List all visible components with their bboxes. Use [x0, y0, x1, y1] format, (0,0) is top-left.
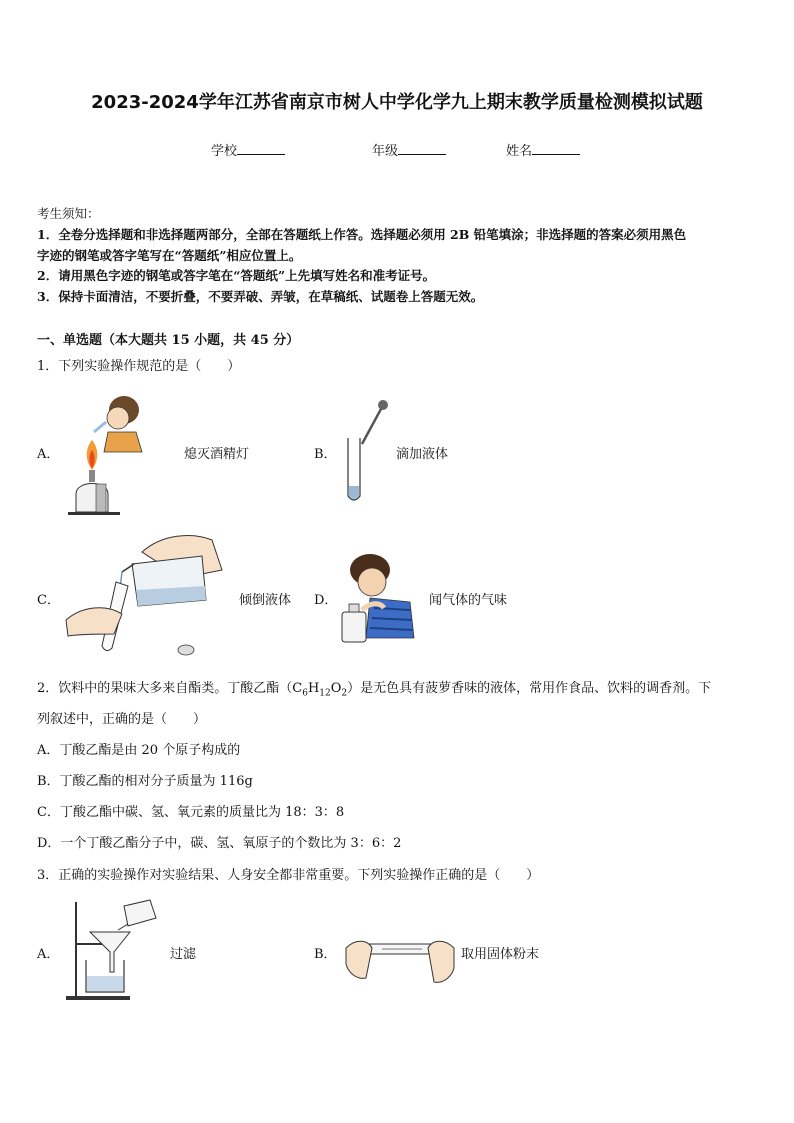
notice-line-3: 2．请用黑色字迹的钢笔或答字笔在“答题纸”上先填写姓名和准考证号。 [37, 268, 436, 283]
q3-b-text: 取用固体粉末 [461, 947, 540, 962]
q2-sub-c: 6 [302, 688, 308, 699]
q2-option-d: D．一个丁酸乙酯分子中，碳、氢、氧原子的个数比为 3：6：2 [37, 836, 402, 851]
q1-d-text: 闻气体的气味 [429, 593, 508, 608]
notice-line-1: 1．全卷分选择题和非选择题两部分，全部在答题纸上作答。选择题必须用 2B 铅笔填涂；非选择题的答案必须用黑色 [37, 227, 687, 242]
q2-option-b: B．丁酸乙酯的相对分子质量为 116g [37, 774, 253, 789]
q2-line-2: 列叙述中，正确的是（ ） [37, 712, 207, 727]
dropper-test-tube-illustration [340, 398, 392, 504]
q2-line-1-post: ）是无色具有菠萝香味的液体，常用作食品、饮料的调香剂。下 [347, 681, 712, 696]
school-label: 学校 [211, 144, 238, 159]
q1-b-label: B． [314, 447, 337, 462]
name-field [506, 140, 580, 159]
q3-a-text: 过滤 [170, 947, 197, 962]
grade-label: 年级 [372, 144, 399, 159]
q3-stem: 3．正确的实验操作对实验结果、人身安全都非常重要。下列实验操作正确的是（ ） [37, 868, 540, 883]
grade-field [372, 140, 446, 159]
q2-option-a: A．丁酸乙酯是由 20 个原子构成的 [37, 743, 241, 758]
filtration-illustration [62, 896, 166, 1002]
name-blank [532, 142, 580, 155]
notice-line-4: 3．保持卡面清洁，不要折叠，不要弄破、弄皱，在草稿纸、试题卷上答题无效。 [37, 289, 484, 304]
q2-line-1 [37, 677, 711, 699]
q2-sub-h: 12 [319, 688, 331, 699]
q1-b-text: 滴加液体 [396, 447, 449, 462]
q1-stem: 1．下列实验操作规范的是（ ） [37, 359, 241, 374]
page-title: 2023-2024学年江苏省南京市树人中学化学九上期末教学质量检测模拟试题 [91, 92, 703, 113]
alcohol-lamp-blowing-illustration [64, 384, 160, 522]
q3-b-label: B． [314, 947, 337, 962]
name-label: 姓名 [506, 144, 533, 159]
q2-line-1-pre: 2．饮料中的果味大多来自酯类。丁酸乙酯（C [37, 681, 303, 696]
q1-a-text: 熄灭酒精灯 [184, 447, 250, 462]
q1-d-label: D． [314, 593, 338, 608]
q2-sub-o: 2 [341, 688, 348, 699]
school-blank [237, 142, 285, 155]
notice-heading: 考生须知： [37, 206, 100, 221]
q1-c-label: C． [37, 593, 60, 608]
q1-a-label: A． [37, 447, 60, 462]
q2-o: O [330, 681, 342, 696]
q3-a-label: A． [37, 947, 60, 962]
q2-option-c: C．丁酸乙酯中碳、氢、氧元素的质量比为 18：3：8 [37, 805, 345, 820]
q2-h: H [307, 681, 320, 696]
pouring-liquid-illustration [62, 530, 232, 662]
q1-c-text: 倾倒液体 [239, 593, 292, 608]
section-heading: 一、单选题（本大题共 15 小题，共 45 分） [37, 333, 300, 348]
school-field [211, 140, 285, 159]
powder-sampling-illustration [342, 928, 458, 990]
smelling-gas-illustration [340, 552, 416, 644]
notice-line-2: 字迹的钢笔或答字笔写在“答题纸”相应位置上。 [37, 248, 302, 263]
grade-blank [398, 142, 446, 155]
